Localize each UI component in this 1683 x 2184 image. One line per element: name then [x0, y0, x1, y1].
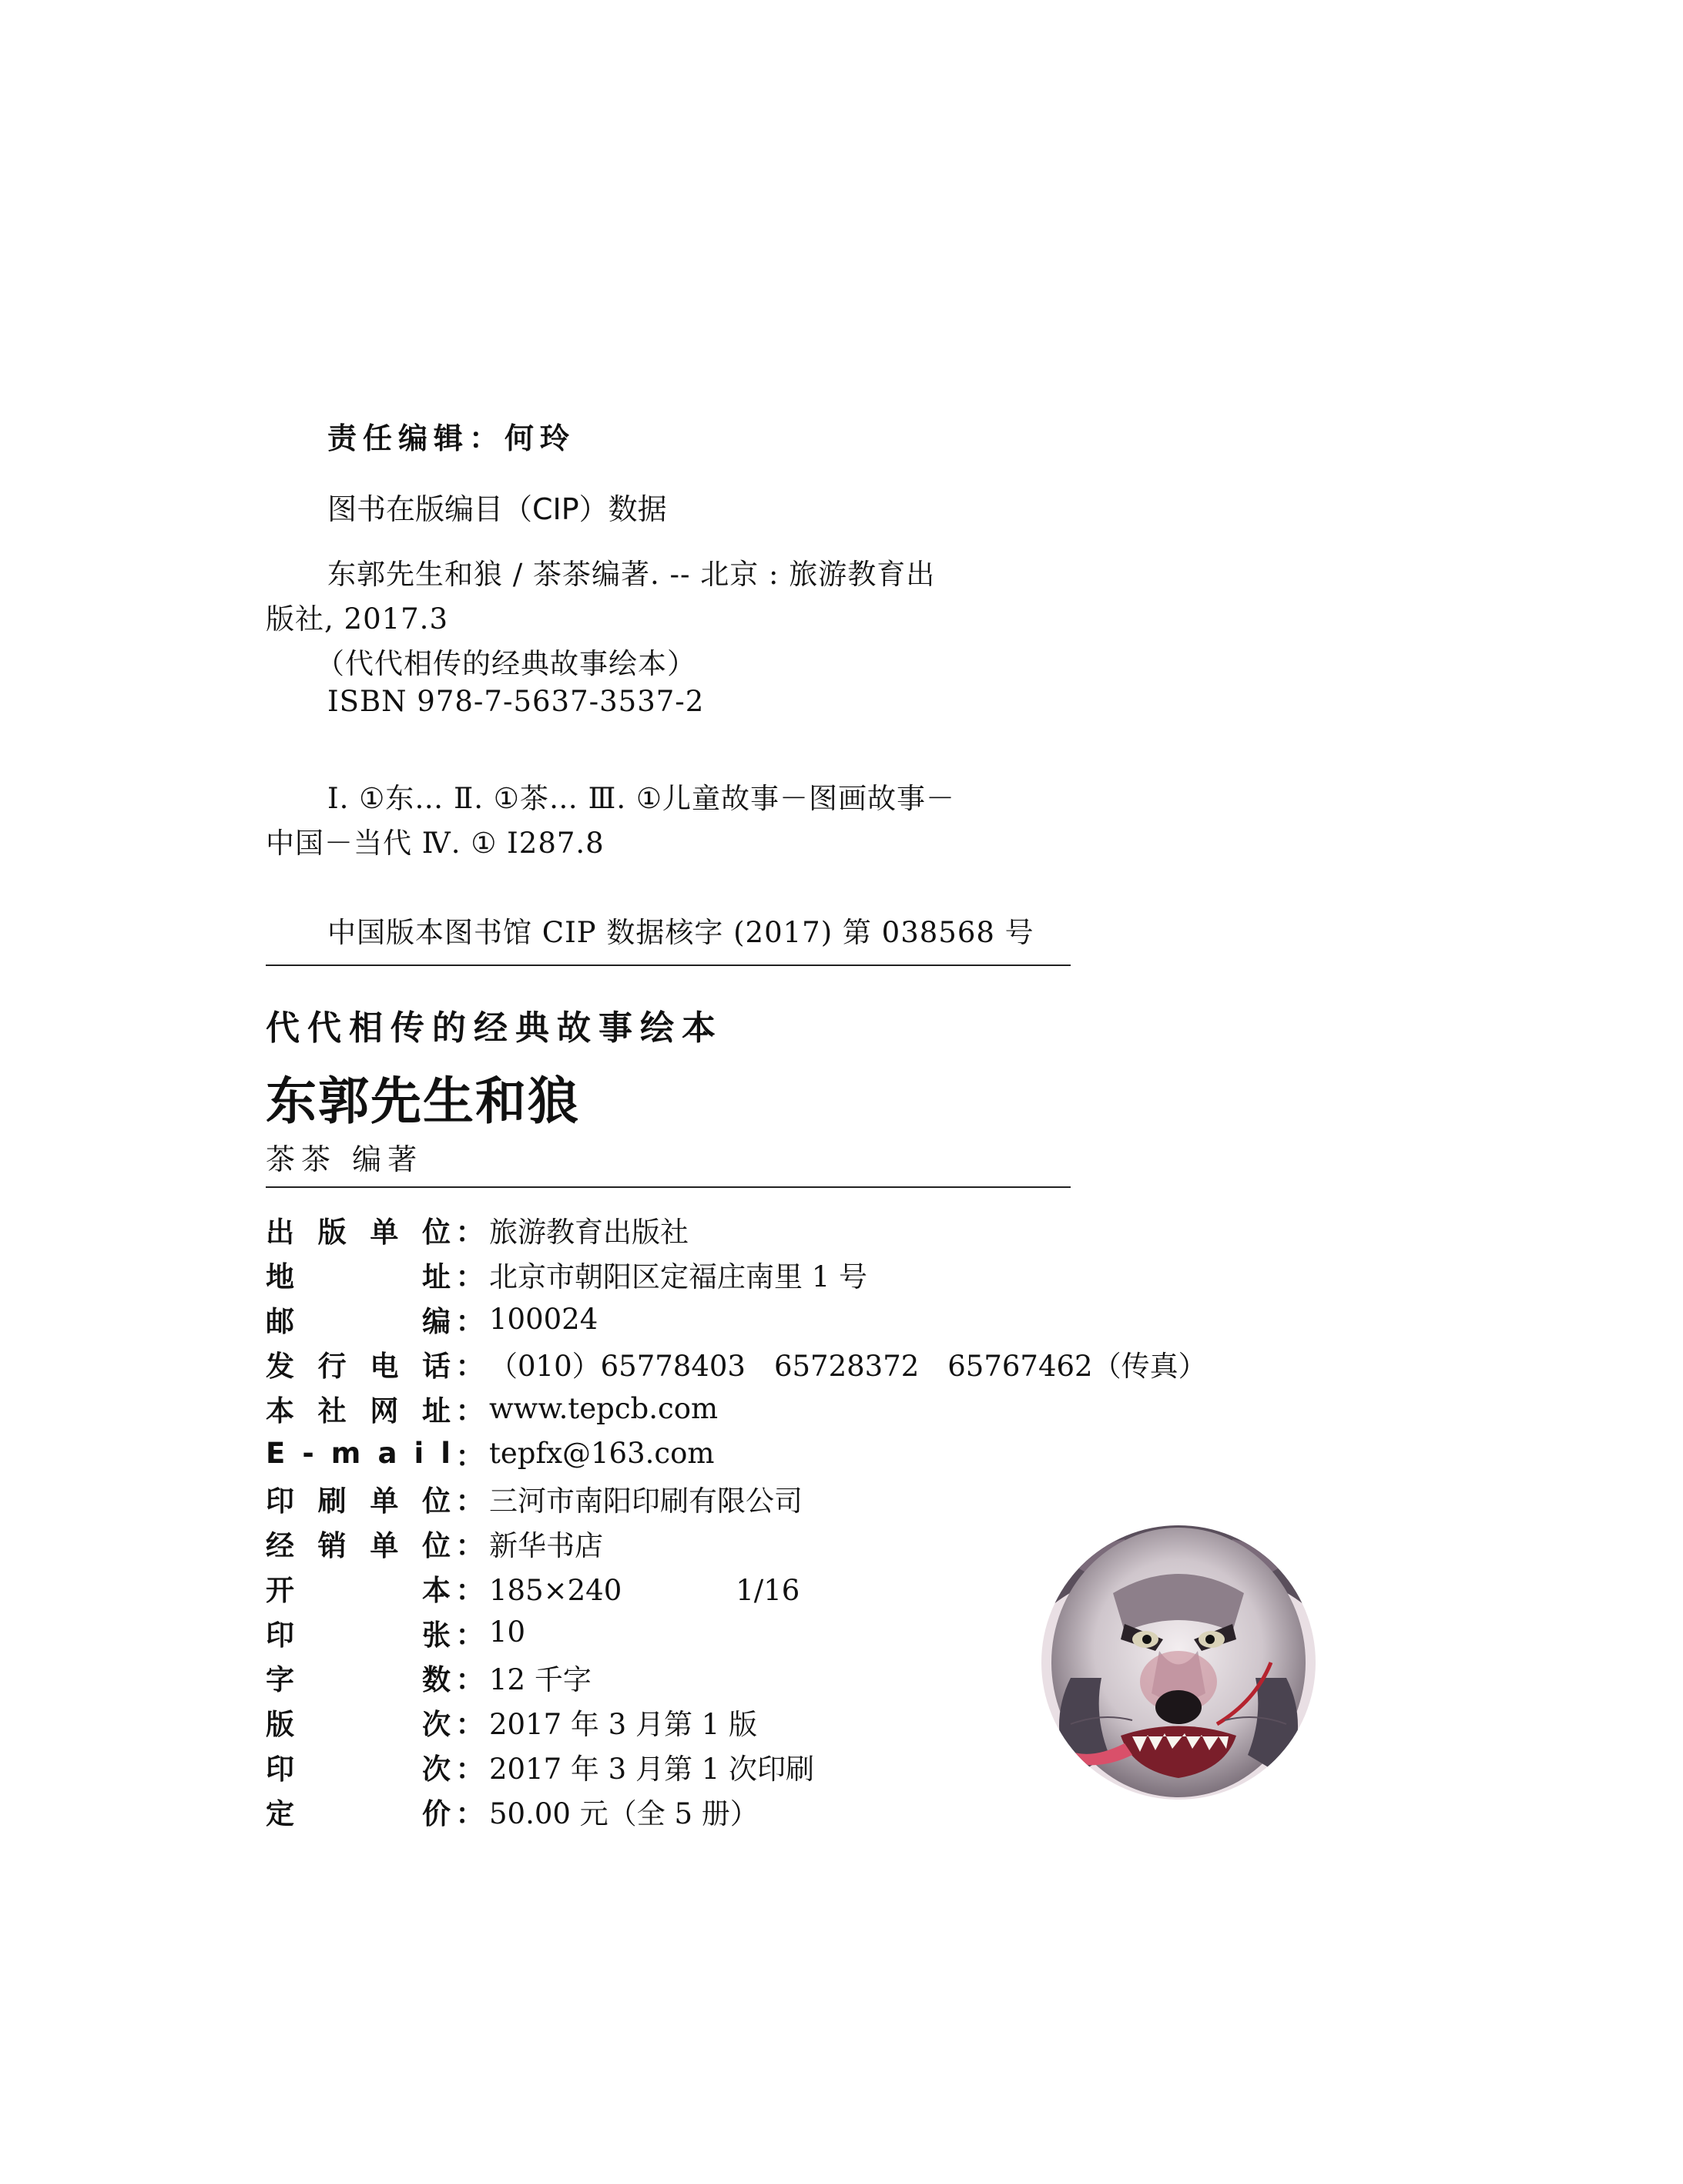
divider-top [266, 965, 1071, 966]
info-label: 经 销 单 位 [266, 1528, 451, 1562]
info-value: 2017 年 3 月第 1 次印刷 [489, 1753, 815, 1786]
info-value: 旅游教育出版社 [489, 1216, 689, 1249]
info-value: 2017 年 3 月第 1 版 [489, 1708, 758, 1742]
info-value: 三河市南阳印刷有限公司 [489, 1484, 803, 1518]
info-label: E - m a i l [266, 1437, 451, 1470]
info-value: 100024 [489, 1302, 598, 1336]
info-colon: ： [455, 1528, 484, 1562]
info-value: www.tepcb.com [489, 1391, 719, 1425]
info-colon: ： [455, 1753, 484, 1786]
info-row [266, 1208, 689, 1251]
info-row [266, 1432, 714, 1475]
cip-line-3: （代代相传的经典故事绘本） [316, 647, 696, 680]
cip-line-2: 版社, 2017.3 [266, 602, 448, 636]
info-label: 地 址 [266, 1260, 451, 1294]
info-colon: ： [455, 1618, 484, 1652]
info-label: 出 版 单 位 [266, 1216, 451, 1249]
cip-line-5: Ⅰ. ①东… Ⅱ. ①茶… Ⅲ. ①儿童故事－图画故事－ [327, 782, 956, 815]
info-value: 12 千字 [489, 1663, 592, 1696]
info-row [266, 1253, 867, 1296]
info-label: 版 次 [266, 1708, 451, 1742]
info-value: 185×240 1/16 [489, 1573, 800, 1607]
info-label: 邮 编 [266, 1305, 451, 1339]
info-row [266, 1387, 718, 1430]
info-colon: ： [455, 1260, 484, 1294]
info-row [266, 1566, 800, 1609]
info-label: 定 价 [266, 1797, 451, 1831]
info-row [266, 1790, 759, 1833]
info-label: 开 本 [266, 1573, 451, 1607]
info-value: 新华书店 [489, 1528, 603, 1562]
cip-heading: 图书在版编目（CIP）数据 [327, 492, 667, 526]
info-value: 50.00 元（全 5 册） [489, 1797, 759, 1831]
info-label: 印 刷 单 位 [266, 1484, 451, 1518]
info-value: 10 [489, 1615, 526, 1649]
info-colon: ： [455, 1439, 484, 1473]
info-colon: ： [455, 1708, 484, 1742]
info-row [266, 1477, 803, 1520]
info-row [266, 1342, 1207, 1385]
info-row [266, 1297, 598, 1340]
info-label: 本 社 网 址 [266, 1394, 451, 1428]
info-colon: ： [455, 1394, 484, 1428]
info-label: 印 张 [266, 1618, 451, 1652]
info-label: 字 数 [266, 1663, 451, 1696]
divider-bottom [266, 1186, 1071, 1188]
info-colon: ： [455, 1216, 484, 1249]
info-value: （010）65778403 65728372 65767462（传真） [489, 1350, 1207, 1384]
info-row [266, 1521, 603, 1565]
info-row [266, 1656, 592, 1699]
info-value: tepfx@163.com [489, 1437, 715, 1470]
info-row [266, 1611, 525, 1654]
info-colon: ： [455, 1305, 484, 1339]
cip-line-7: 中国版本图书馆 CIP 数据核字 (2017) 第 038568 号 [327, 916, 1034, 949]
cip-line-6: 中国－当代 Ⅳ. ① I287.8 [266, 827, 605, 860]
cip-line-4: ISBN 978-7-5637-3537-2 [327, 685, 705, 718]
wolf-head-icon [1040, 1524, 1317, 1801]
info-label: 发 行 电 话 [266, 1350, 451, 1384]
info-value: 北京市朝阳区定福庄南里 1 号 [489, 1260, 868, 1294]
info-row [266, 1700, 757, 1743]
series-title: 代代相传的经典故事绘本 [266, 1008, 723, 1048]
info-colon: ： [455, 1484, 484, 1518]
cip-line-1: 东郭先生和狼 / 茶茶编著. -- 北京 : 旅游教育出 [327, 558, 936, 591]
author-line: 茶茶 编著 [266, 1142, 424, 1176]
info-colon: ： [455, 1350, 484, 1384]
info-row [266, 1745, 814, 1788]
responsible-editor: 责任编辑：何玲 [327, 421, 576, 455]
info-colon: ： [455, 1797, 484, 1831]
info-colon: ： [455, 1663, 484, 1696]
info-colon: ： [455, 1573, 484, 1607]
info-label: 印 次 [266, 1753, 451, 1786]
book-title: 东郭先生和狼 [266, 1071, 580, 1131]
